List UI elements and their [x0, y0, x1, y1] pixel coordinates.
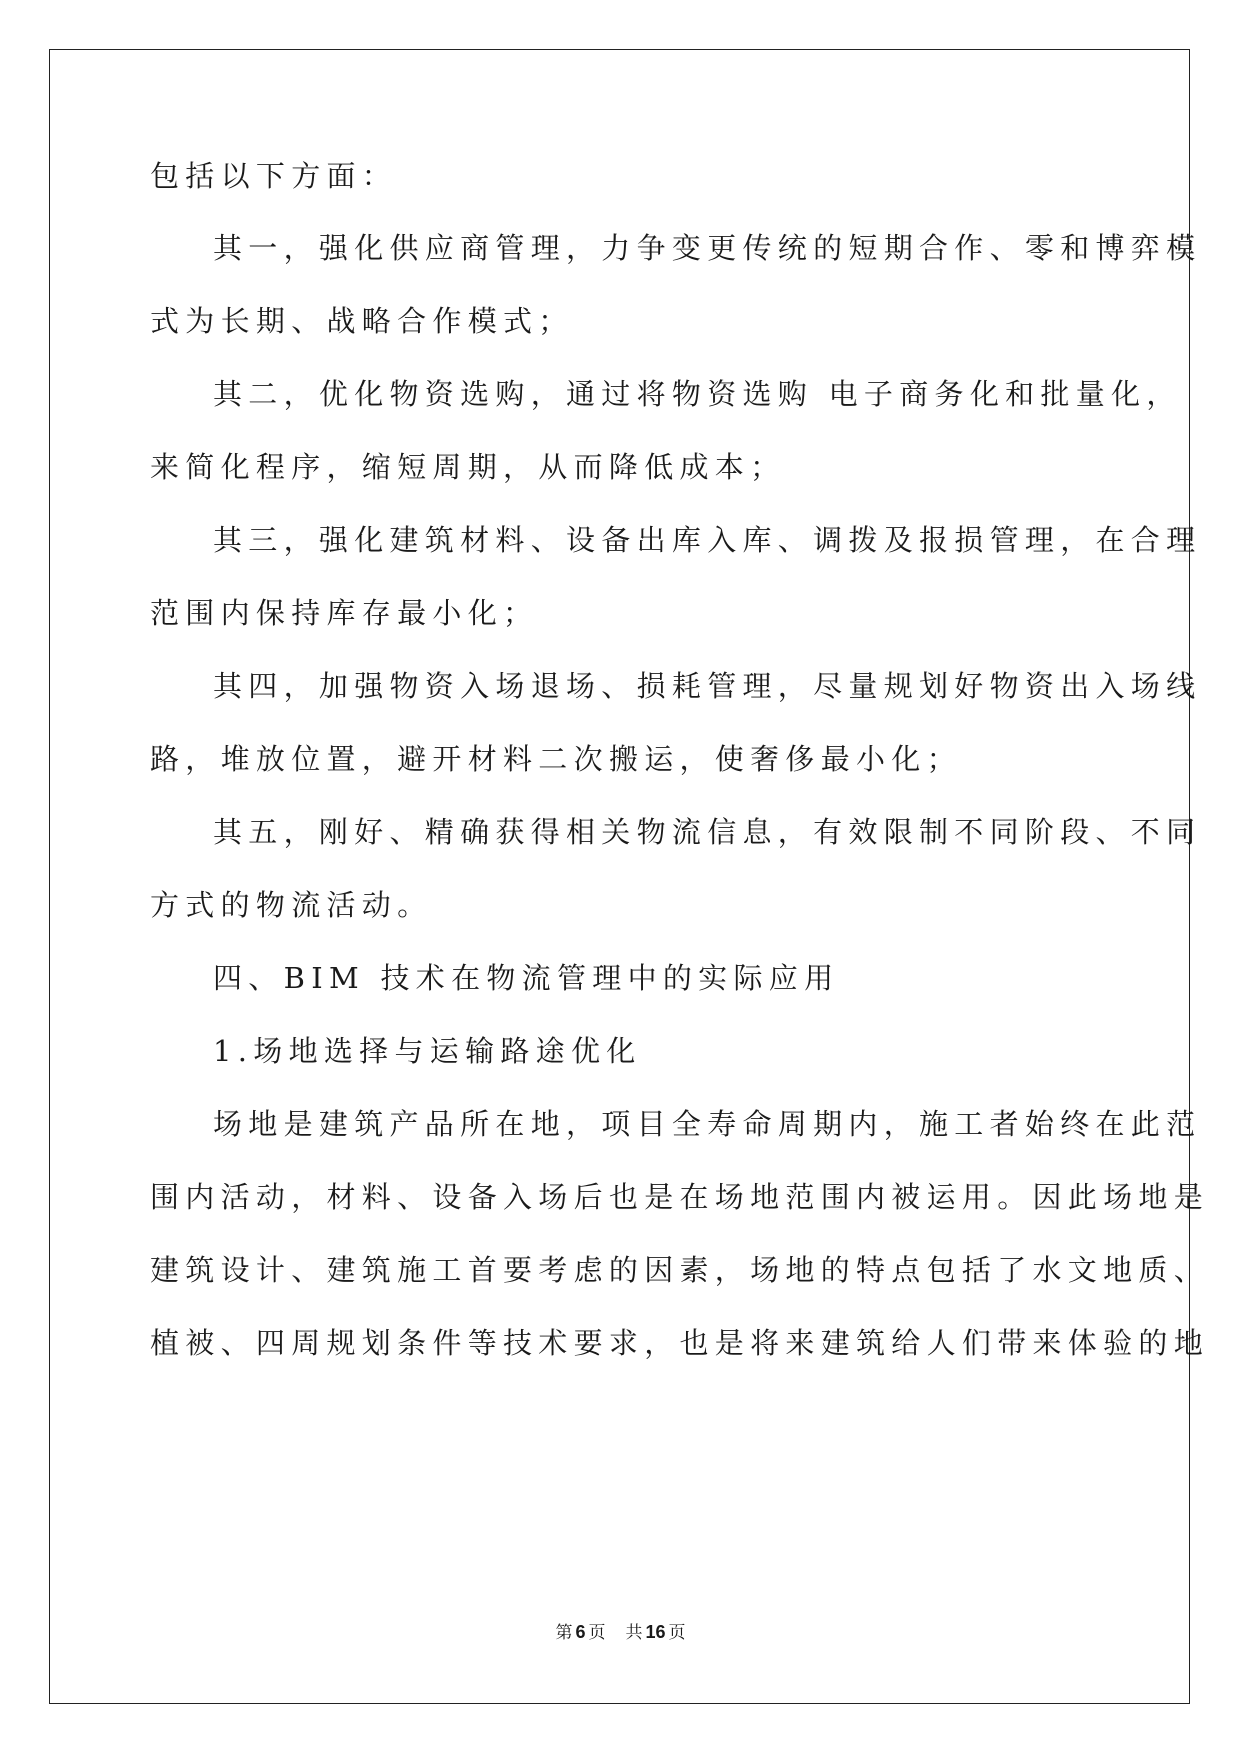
paragraph-line: 其四，加强物资入场退场、损耗管理，尽量规划好物资出入场线	[213, 669, 1202, 703]
paragraph-line: 其三，强化建筑材料、设备出库入库、调拨及报损管理，在合理	[213, 523, 1202, 557]
paragraph-line: 路，堆放位置，避开材料二次搬运，使奢侈最小化；	[150, 742, 962, 776]
paragraph-line: 其五，刚好、精确获得相关物流信息，有效限制不同阶段、不同	[213, 815, 1202, 849]
footer-page-prefix: 第	[555, 1623, 573, 1643]
footer-total-prefix: 共	[625, 1623, 643, 1643]
page-footer	[0, 1620, 1241, 1645]
paragraph-line: 式为长期、战略合作模式；	[150, 304, 574, 338]
paragraph-line: 建筑设计、建筑施工首要考虑的因素，场地的特点包括了水文地质、	[150, 1253, 1210, 1287]
paragraph-line: 围内活动，材料、设备入场后也是在场地范围内被运用。因此场地是	[150, 1180, 1210, 1214]
paragraph-line: 包括以下方面：	[150, 159, 398, 193]
paragraph-line: 方式的物流活动。	[150, 888, 433, 922]
paragraph-line: 植被、四周规划条件等技术要求，也是将来建筑给人们带来体验的地	[150, 1326, 1210, 1360]
paragraph-line: 其一，强化供应商管理，力争变更传统的短期合作、零和博弈模	[213, 231, 1202, 265]
paragraph-line: 来简化程序，缩短周期，从而降低成本；	[150, 450, 786, 484]
page-border	[49, 49, 1190, 1704]
footer-page-number: 6	[575, 1622, 586, 1642]
footer-total-suffix: 页	[668, 1623, 686, 1643]
paragraph-line: 其二，优化物资选购，通过将物资选购 电子商务化和批量化，	[213, 377, 1182, 411]
footer-total-pages: 16	[645, 1622, 666, 1642]
paragraph-line: 场地是建筑产品所在地，项目全寿命周期内，施工者始终在此范	[213, 1107, 1202, 1141]
subsection-heading: 1.场地选择与运输路途优化	[213, 1034, 642, 1068]
section-heading: 四、BIM 技术在物流管理中的实际应用	[213, 961, 840, 995]
footer-page-suffix: 页	[588, 1623, 606, 1643]
paragraph-line: 范围内保持库存最小化；	[150, 596, 539, 630]
